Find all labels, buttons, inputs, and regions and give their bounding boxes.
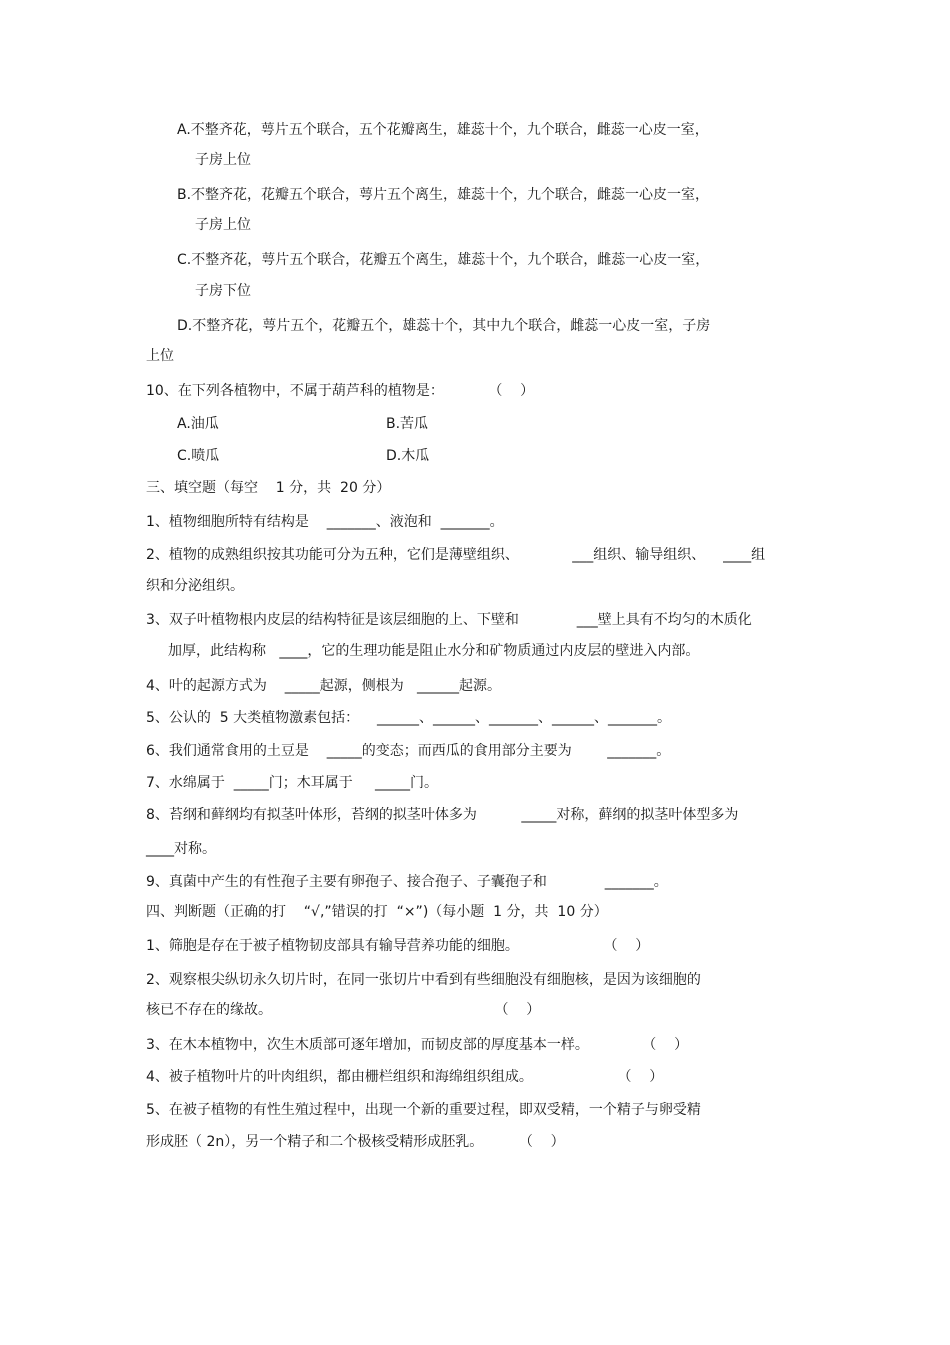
- option-9c-line2: 子房下位: [195, 283, 251, 299]
- option-9d-line1: D.不整齐花，萼片五个，花瓣五个，雄蕊十个，其中九个联合，雌蕊一心皮一室，子房: [177, 318, 711, 334]
- judge-question-1: 1、筛胞是存在于被子植物韧皮部具有输导营养功能的细胞。 （ ）: [146, 938, 650, 954]
- judge-question-4: 4、被子植物叶片的叶肉组织，都由栅栏组织和海绵组织组成。 （ ）: [146, 1069, 664, 1085]
- section-judge-heading: 四、判断题（正确的打 “√,”错误的打 “×”)（每小题 1 分，共 10 分）: [146, 904, 608, 920]
- section-fill-blank-heading: 三、填空题（每空 1 分，共 20 分）: [146, 480, 391, 496]
- option-9a-line2: 子房上位: [195, 152, 251, 168]
- fill-question-4: 4、叶的起源方式为 _____起源，侧根为 ______起源。: [146, 678, 502, 694]
- fill-question-1: 1、植物细胞所特有结构是 _______、液泡和 _______。: [146, 514, 504, 530]
- option-10d: D.木瓜: [386, 448, 430, 464]
- option-9b-line1: B.不整齐花，花瓣五个联合，萼片五个离生，雄蕊十个，九个联合，雌蕊一心皮一室，: [177, 187, 710, 203]
- option-9b-line2: 子房上位: [195, 217, 251, 233]
- fill-question-2-line1: 2、植物的成熟组织按其功能可分为五种，它们是薄壁组织、 ___组织、输导组织、 ____组: [146, 547, 766, 563]
- question-10: 10、在下列各植物中，不属于葫芦科的植物是： （ ）: [146, 383, 535, 399]
- option-9c-line1: C.不整齐花，萼片五个联合，花瓣五个离生，雄蕊十个，九个联合，雌蕊一心皮一室，: [177, 252, 710, 268]
- fill-question-8-line2: ____对称。: [146, 841, 216, 857]
- judge-question-2-line1: 2、观察根尖纵切永久切片时，在同一张切片中看到有些细胞没有细胞核，是因为该细胞的: [146, 972, 701, 988]
- fill-question-9: 9、真菌中产生的有性孢子主要有卵孢子、接合孢子、子囊孢子和 _______。: [146, 874, 668, 890]
- option-10c: C.喷瓜: [177, 448, 220, 464]
- fill-question-6: 6、我们通常食用的土豆是 _____的变态；而西瓜的食用部分主要为 _______。: [146, 743, 671, 759]
- option-10b: B.苦瓜: [386, 416, 429, 432]
- judge-question-2-line2: 核已不存在的缘故。 （ ）: [146, 1002, 541, 1018]
- fill-question-5: 5、公认的 5 大类植物激素包括： ______、______、_______、______、_______。: [146, 710, 671, 726]
- fill-question-2-line2: 织和分泌组织。: [146, 578, 244, 594]
- fill-question-3-line1: 3、双子叶植物根内皮层的结构特征是该层细胞的上、下壁和 ___壁上具有不均匀的木质化: [146, 612, 752, 628]
- judge-question-5-line1: 5、在被子植物的有性生殖过程中，出现一个新的重要过程，即双受精，一个精子与卵受精: [146, 1102, 701, 1118]
- fill-question-8-line1: 8、苔纲和藓纲均有拟茎叶体形，苔纲的拟茎叶体多为 _____对称，藓纲的拟茎叶体型多为: [146, 807, 739, 823]
- option-9d-line2: 上位: [146, 348, 174, 364]
- option-9a-line1: A.不整齐花，萼片五个联合，五个花瓣离生，雄蕊十个，九个联合，雌蕊一心皮一室，: [177, 122, 709, 138]
- judge-question-3: 3、在木本植物中，次生木质部可逐年增加，而韧皮部的厚度基本一样。 （ ）: [146, 1037, 689, 1053]
- fill-question-3-line2: 加厚，此结构称 ____，它的生理功能是阻止水分和矿物质通过内皮层的壁进入内部。: [168, 643, 700, 659]
- option-10a: A.油瓜: [177, 416, 219, 432]
- fill-question-7: 7、水绵属于 _____门；木耳属于 _____门。: [146, 775, 439, 791]
- judge-question-5-line2: 形成胚（ 2n），另一个精子和二个极核受精形成胚乳。 （ ）: [146, 1134, 565, 1150]
